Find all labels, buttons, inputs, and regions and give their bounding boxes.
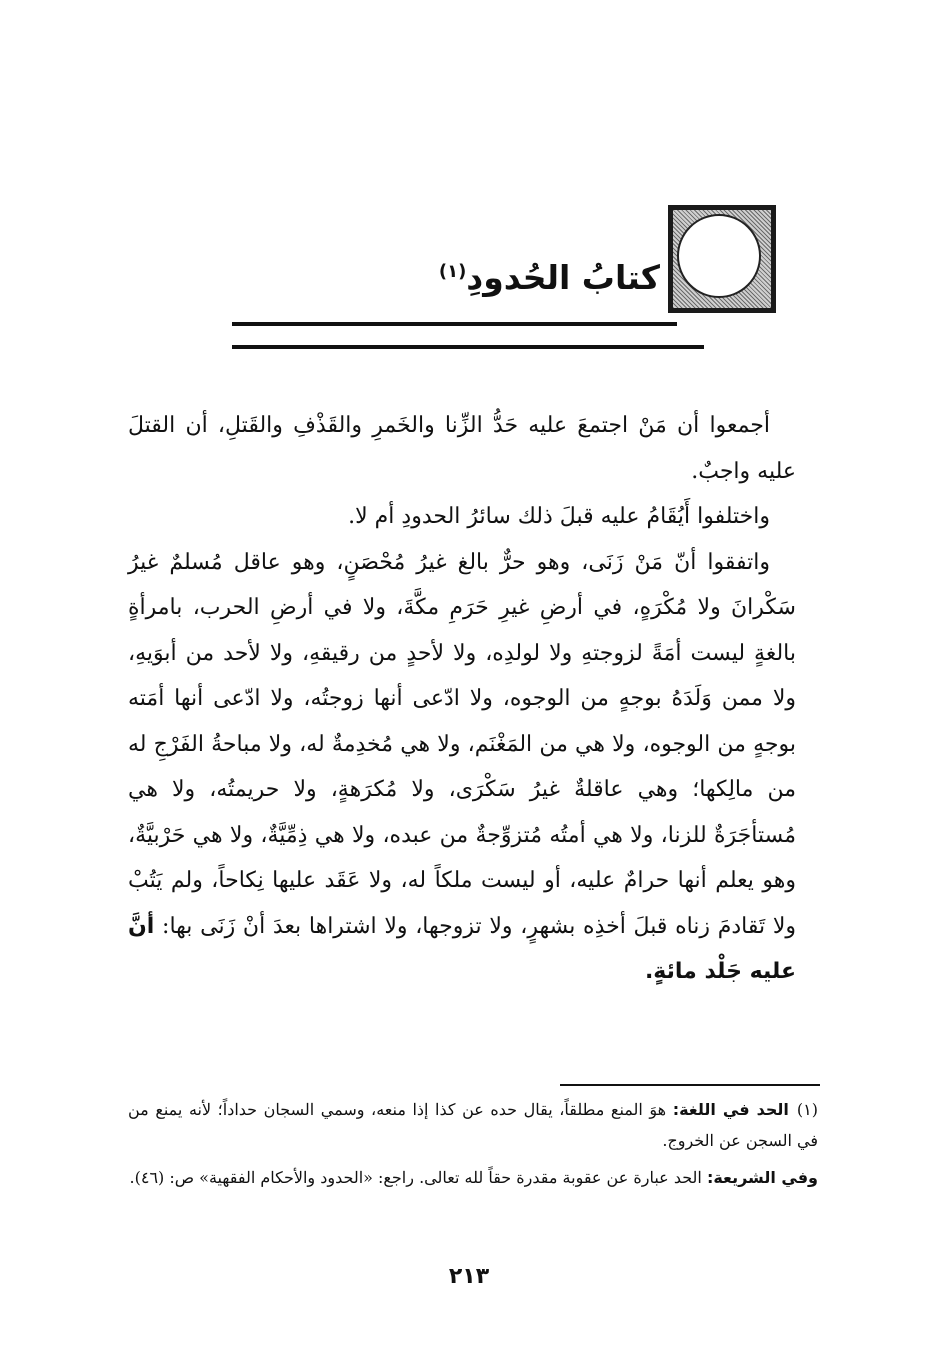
footnote-text: هوَ المنع مطلقاً، يقال حده عن كذا إذا منعه، وسمي السجان حداداً؛ لأنه يمنع من في السجن عن الخروج.	[128, 1100, 818, 1150]
paragraph-disagreement: واختلفوا أَيُقَامُ عليه قبلَ ذلك سائرُ الحدودِ أم لا.	[348, 504, 770, 529]
chapter-title	[300, 250, 660, 300]
paragraph-agreement	[128, 540, 796, 995]
footnote-text: الحد عبارة عن عقوبة مقدرة حقاً لله تعالى. راجع: «الحدود والأحكام الفقهية» ص: (٤٦).	[129, 1168, 702, 1187]
footnotes	[128, 1094, 818, 1199]
footnote-1	[128, 1094, 818, 1156]
paragraph-agreement-text: واتفقوا أنّ مَنْ زَنَى، وهو حرٌّ بالغ غيرُ مُحْصَنٍ، وهو عاقل مُسلمٌ غيرُ سَكْرانَ ولا مُكْرَهٍ، في أرضِ غيرِ حَرَمِ مكَّةَ، ولا في أرضِ الحرب، بامرأةٍ بالغةٍ ليست أمَةً لزوجتهِ ولا لولدِه، ولا لأحدٍ من رقيقهِ، ولا لأحد من أبوَيهِ، ولا ممن وَلَدَهُ بوجهٍ من الوجوه، ولا ادّعى أنها زوجتُه، ولا ادّعى أنها أمَته بوجهٍ من الوجوه، ولا هي من المَغْنَم، ولا هي مُخدِمةٌ له، ولا مباحةُ الفَرْجِ له من مالِكها؛ وهي عاقلةٌ غيرُ سَكْرَى، ولا مُكرَهةٍ، ولا حريمتُه، ولا هي مُستأجَرَةٌ للزنا، ولا هي أمتُه مُتزوِّجةٌ من عبده، ولا هي ذِمِّيَّةٌ، ولا هي حَرْبيَّةٌ، وهو يعلم أنها حرامٌ عليه، أو ليست ملكاً له، ولا عَقَد عليها نِكاحاً، ولم يَتُبْ ولا تَقادمَ زناه قبلَ أخذِه بشهرٍ، ولا تزوجها، ولا اشتراها بعدَ أنْ زَنَى بها:	[128, 549, 796, 939]
footnote-number: (١)	[796, 1100, 818, 1119]
ornament-circle	[677, 214, 761, 298]
footnote-1-continued	[128, 1162, 818, 1193]
chapter-title-text: كتابُ الحُدودِ	[466, 258, 660, 297]
body-text	[128, 403, 796, 995]
paragraph-agreement-emphasis: أنَّ عليه جَلْد مائةٍ.	[128, 913, 796, 984]
footnote-separator	[560, 1084, 820, 1086]
paragraph-consensus: أجمعوا أن مَنْ اجتمعَ عليه حَدُّ الزِّنا والخَمرِ والقَذْفِ والقَتلِ، أن القتلَ عليه واجبٌ.	[128, 413, 796, 484]
title-rule-bottom	[232, 345, 704, 349]
footnote-heading: وفي الشريعة:	[706, 1168, 818, 1187]
title-rule-top	[232, 322, 677, 326]
page-number: ٢١٣	[448, 1264, 490, 1289]
footnote-heading: الحد في اللغة:	[672, 1100, 789, 1119]
chapter-ornament-icon	[668, 205, 776, 313]
chapter-footnote-ref: (١)	[438, 261, 467, 282]
